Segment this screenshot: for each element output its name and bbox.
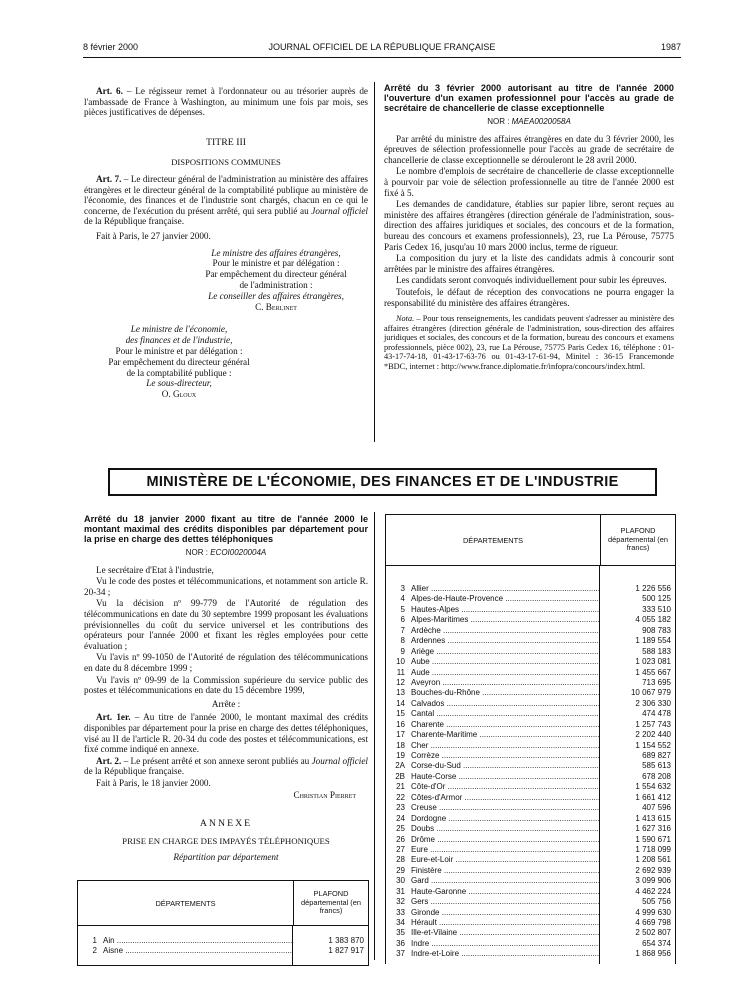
table-row [78,936,368,946]
nor-label-1: NOR : [487,117,512,126]
row-departement-name: Indre-et-Loire ..... [411,949,600,959]
row-departement-name: Côte-d'Or ..... [411,782,600,792]
table-right-body [386,566,675,964]
row-plafond-value: 2 692 939 [611,866,671,876]
fait-a-paris-1: Fait à Paris, le 27 janvier 2000. [96,230,211,241]
annexe-repartition: Répartition par département [173,852,279,863]
arrete-18-janvier-title: Arrêté du 18 janvier 2000 fixant au titre de l'année 2000 le montant maximal des crédits disponibles par département pour la prise en charge des dettes téléphoniques [84,514,368,544]
row-departement-name: Ardèche ..... [411,626,600,636]
row-number: 22 [396,792,405,802]
row-number: 17 [396,730,405,740]
table-row [386,939,675,949]
row-departement-name: Creuse ..... [411,803,600,813]
nota-text: – Pour tous renseignements, les candidats peuvent s'adresser au ministère des affaires étrangères (direction générale de l'administration, sous-direction des affaires juridiques et sociales, des concours et de la formation, bureau des concours et examens professionnels, pièce 002), 23, rue La Pérouse, 75775 Paris Cedex 16, téléphone : 01-43-17-74-18, 01-43-17-63-76 ou 01-43-17-61-94, Minitel : 36-15 Francemonde *BDC, internet : http://www.france.diplomatie.fr/infopra/concours/index.html. [384,314,674,372]
table-row [386,709,675,719]
row-plafond-value: 4 999 630 [611,908,671,918]
signature-pierret: Christian Pierret [293,790,356,801]
nor-label-2: NOR : [185,548,211,557]
row-plafond-value: 678 208 [611,772,671,782]
row-number: 28 [396,855,405,865]
article-6 [84,86,368,118]
row-number: 1 [92,936,97,945]
row-departement-name: Aveyron ..... [411,678,600,688]
row-number: 10 [396,657,405,667]
article-2-text-a: – Le présent arrêté et son annexe seront publiés au [121,755,312,766]
row-plafond-value: 1 718 099 [611,845,671,855]
row-number: 21 [396,782,405,792]
article-1-label: Art. 1er. [96,712,131,723]
paragraph-3: Les demandes de candidature, établies sur papier libre, seront reçues au ministère des affaires étrangères (direction générale de l'administration, sous-direction des affaires juridiques et sociales, des concours et de la formation, bureau des concours et examens professionnels), 23, rue La Pérouse, 75775 Paris Cedex 16, jusqu'au 10 mars 2000 inclus, terme de rigueur. [384,199,674,252]
row-plafond-value: 588 183 [611,647,671,657]
table-row [386,594,675,604]
row-number: 8 [400,636,405,646]
row-number: 9 [400,646,405,656]
table-left-header [78,881,368,926]
row-number: 36 [396,938,405,948]
nor-line-1 [384,117,674,128]
row-number: 4 [400,594,405,604]
row-departement-name: Corse-du-Sud ..... [411,761,600,771]
table-left-rows [78,936,368,957]
table-row [386,688,675,698]
left-top-column [84,86,368,400]
table-row [386,772,675,782]
row-number: 7 [400,625,405,635]
row-departement-name: Calvados ..... [411,699,600,709]
sig1-line3: Par empêchement du directeur général [205,269,347,280]
row-departement-name: Aube ..... [411,657,600,667]
table-row [386,584,675,594]
row-plafond-value: 2 306 330 [611,699,671,709]
row-departement-name: Finistère ..... [411,866,600,876]
row-plafond-value: 1 154 552 [611,741,671,751]
visa-1: Le secrétaire d'Etat à l'industrie, [96,564,214,575]
row-number: 11 [396,667,405,677]
row-departement-name: Allier ..... [411,584,600,594]
paragraph-6: Toutefois, le défaut de réception des convocations ne pourra engager la responsabilité du ministère des affaires étrangères. [384,286,674,308]
table-row [386,751,675,761]
row-plafond-value: 4 669 798 [611,918,671,928]
sig1-line5: Le conseiller des affaires étrangères, [208,290,344,301]
row-departement-name: Doubs ..... [411,824,600,834]
row-plafond-value: 1 383 870 [304,936,364,946]
article-2-label: Art. 2. [96,755,122,766]
header-journal-title: JOURNAL OFFICIEL DE LA RÉPUBLIQUE FRANÇAISE [268,42,496,52]
nor-code-2: ECOI0020004A [210,548,267,557]
row-number: 5 [400,604,405,614]
article-7-text-b: de la République française. [84,216,184,227]
table-right-col-departements: DÉPARTEMENTS [462,535,524,545]
table-row [386,949,675,959]
article-7 [84,174,368,227]
table-row [386,699,675,709]
row-plafond-value: 1 627 316 [611,824,671,834]
annexe-subheading: PRISE EN CHARGE DES IMPAYÉS TÉLÉPHONIQUES [122,835,330,846]
row-number: 13 [396,688,405,698]
row-departement-name: Gard ..... [411,876,600,886]
row-departement-name: Eure-et-Loir ..... [411,855,600,865]
row-departement-name: Corrèze ..... [411,751,600,761]
table-left-body [78,926,368,966]
table-left-col-departements: DÉPARTEMENTS [155,898,216,908]
sig2-line6: Le sous-directeur, [146,378,212,389]
sig2-line1: Le ministre de l'économie, [130,324,228,335]
row-number: 33 [396,907,405,917]
row-plafond-value: 2 202 440 [611,730,671,740]
row-departement-name: Aude ..... [411,668,600,678]
row-number: 34 [396,918,405,927]
ministry-banner: MINISTÈRE DE L'ÉCONOMIE, DES FINANCES ET DE L'INDUSTRIE [108,468,657,496]
paragraph-4: La composition du jury et la liste des candidats admis à concourir sont arrêtées par le ministre des affaires étrangères. [384,253,674,274]
sig1-line1: Le ministre des affaires étrangères, [211,247,341,258]
table-row [386,855,675,865]
column-divider-top [374,82,375,442]
column-divider-bottom [374,512,375,960]
table-row [386,897,675,907]
row-number: 18 [396,740,405,750]
row-plafond-value: 585 613 [611,761,671,771]
table-row [386,835,675,845]
article-1 [84,712,368,754]
row-plafond-value: 2 502 807 [611,928,671,938]
titre-subheading: DISPOSITIONS COMMUNES [171,157,281,168]
row-departement-name: Charente-Maritime ..... [411,730,600,740]
header-page-number: 1987 [660,42,681,52]
table-right-col-plafond: PLAFOND départemental (en francs) [600,515,675,565]
row-number: 32 [396,897,405,907]
table-row [386,657,675,667]
row-plafond-value: 1 868 956 [611,949,671,959]
table-row [386,761,675,771]
sig2-line3: Pour le ministre et par délégation : [115,345,243,356]
article-7-journal: Journal officiel [311,205,368,216]
row-departement-name: Hautes-Alpes ..... [411,605,600,615]
row-number: 24 [396,813,405,823]
sig1-line2: Pour le ministre et par délégation : [212,258,340,269]
article-2 [84,756,368,777]
table-row [386,626,675,636]
row-plafond-value: 505 756 [611,897,671,907]
row-plafond-value: 407 596 [611,803,671,813]
visa-3: Vu la décision nº 99-779 de l'Autorité de régulation des télécommunications en date du 30 septembre 1999 proposant les évaluations prévisionnelles du coût du service universel et les contributions des opérateurs pour l'année 2000 et fixant les règles employées pour cette évaluation ; [84,598,368,651]
row-departement-name: Bouches-du-Rhône ..... [411,688,600,698]
sig1-line4: de l'administration : [239,279,313,290]
sig2-line4: Par empêchement du directeur général [108,356,250,367]
row-plafond-value: 1 023 081 [611,657,671,667]
row-plafond-value: 654 374 [611,939,671,949]
row-departement-name: Alpes-de-Haute-Provence ..... [411,594,600,604]
row-plafond-value: 908 783 [611,626,671,636]
row-plafond-value: 1 257 743 [611,720,671,730]
sig1-name: C. Berlinet [255,301,297,312]
row-plafond-value: 1 827 917 [304,946,364,956]
table-row [386,845,675,855]
row-plafond-value: 1 590 671 [611,835,671,845]
paragraph-1: Par arrêté du ministre des affaires étrangères en date du 3 février 2000, les épreuves de sélection professionnelle pour l'accès au grade de secrétaire de chancellerie de classe exceptionnelle se dérouleront le 28 avril 2000. [384,133,674,165]
row-departement-name: Charente ..... [411,720,600,730]
sig2-line5: de la comptabilité publique : [126,367,232,378]
arrete-3-fevrier-title: Arrêté du 3 février 2000 autorisant au titre de l'année 2000 l'ouverture d'un examen professionnel pour l'accès au grade de secrétaire de chancellerie de classe exceptionnelle [384,83,674,113]
header-date: 8 février 2000 [83,42,139,52]
row-plafond-value: 474 478 [611,709,671,719]
row-departement-name: Indre ..... [411,939,600,949]
article-7-text-a: – Le directeur général de l'administration au ministère des affaires étrangères et le directeur général de la comptabilité publique au ministère de l'économie, des finances et de l'industrie sont chargés, chacun en ce qui le concerne, de l'exécution du présent arrêté, qui sera publié au [84,173,368,216]
table-row [386,678,675,688]
row-number: 37 [396,949,405,959]
row-plafond-value: 1 226 556 [611,584,671,594]
row-plafond-value: 689 827 [611,751,671,761]
arrete-word: Arrête : [211,698,241,709]
row-number: 25 [396,824,405,834]
table-row [78,946,368,956]
nor-code-1: MAEA0020058A [511,117,571,126]
row-number: 29 [396,865,405,875]
table-row [386,741,675,751]
row-departement-name: Drôme ..... [411,835,600,845]
row-plafond-value: 1 208 561 [611,855,671,865]
row-plafond-value: 1 413 615 [611,814,671,824]
table-row [386,647,675,657]
row-number: 3 [400,584,405,593]
nor-line-2 [84,548,368,559]
row-number: 31 [396,886,405,896]
row-number: 19 [396,751,405,760]
row-departement-name: Côtes-d'Armor ..... [411,793,600,803]
row-departement-name: Gironde ..... [411,908,600,918]
paragraph-2: Le nombre d'emplois de secrétaire de chancellerie de classe exceptionnelle à pourvoir par voie de sélection professionnelle au titre de l'année 2000 est fixé à 5. [384,166,674,198]
row-number: 26 [396,834,405,844]
row-number: 2A [395,761,405,771]
table-row [386,615,675,625]
table-right-rows [386,584,675,960]
article-7-label: Art. 7. [96,173,122,184]
table-row [386,866,675,876]
row-departement-name: Haute-Corse ..... [411,772,600,782]
titre-heading: TITRE III [206,136,246,148]
row-number: 2B [395,771,405,781]
row-departement-name: Ille-et-Vilaine ..... [411,928,600,938]
row-number: 16 [396,719,405,729]
table-left-col-plafond: PLAFOND départemental (en francs) [293,881,368,925]
row-number: 2 [92,946,97,956]
row-plafond-value: 500 125 [611,594,671,604]
table-row [386,928,675,938]
sig2-line2: des finances et de l'industrie, [125,335,233,346]
article-6-text: – Le régisseur remet à l'ordonnateur ou au trésorier auprès de l'ambassade de France à Washington, au minimum une fois par mois, ses pièces justificatives de dépenses. [84,86,368,118]
annexe-heading: ANNEXE [199,818,253,830]
sig2-name: O. Gloux [161,389,197,400]
article-2-text-b: de la République française. [84,766,184,777]
row-plafond-value: 1 455 667 [611,668,671,678]
row-plafond-value: 4 055 182 [611,615,671,625]
signature-block-1 [184,248,368,313]
article-1-text: – Au titre de l'année 2000, le montant maximal des crédits disponibles par département pour la prise en charge des dettes téléphoniques, visé au II de l'article R. 20-34 du code des postes et télécommunications, est fixé comme indiqué en annexe. [84,712,368,755]
running-header [83,42,681,56]
row-plafond-value: 10 067 979 [611,688,671,698]
row-departement-name: Ain ..... [103,936,293,946]
visa-4: Vu l'avis nº 99-1050 de l'Autorité de régulation des télécommunications en date du 8 décembre 1999 ; [84,652,368,673]
row-number: 15 [396,709,405,719]
nota-note [384,314,674,372]
fait-a-paris-2: Fait à Paris, le 18 janvier 2000. [96,777,211,788]
left-bottom-column [84,514,368,863]
article-2-journal: Journal officiel [311,755,368,766]
right-top-column [384,83,674,373]
row-plafond-value: 3 099 906 [611,876,671,886]
paragraph-5: Les candidats seront convoqués individuellement pour subir les épreuves. [396,275,667,286]
row-plafond-value: 333 510 [611,605,671,615]
table-row [386,803,675,813]
table-row [386,605,675,615]
table-row [386,782,675,792]
row-number: 27 [396,844,405,854]
row-departement-name: Eure ..... [411,845,600,855]
row-departement-name: Dordogne ..... [411,814,600,824]
table-row [386,814,675,824]
header-rule [83,57,681,58]
table-row [386,887,675,897]
row-departement-name: Ardennes ..... [411,636,600,646]
row-departement-name: Aisne ..... [103,946,293,956]
table-row [386,908,675,918]
signature-block-2 [84,324,274,400]
row-departement-name: Cantal ..... [411,709,600,719]
row-plafond-value: 4 462 224 [611,887,671,897]
row-departement-name: Alpes-Maritimes ..... [411,615,600,625]
visa-2: Vu le code des postes et télécommunications, et notamment son article R. 20-34 ; [84,576,368,597]
table-row [386,730,675,740]
row-number: 35 [396,928,405,938]
article-6-label: Art. 6. [96,86,123,96]
row-number: 23 [396,803,405,813]
row-plafond-value: 1 189 554 [611,636,671,646]
row-number: 6 [400,615,405,625]
table-right-header [386,515,675,566]
visa-5: Vu l'avis nº 09-99 de la Commission supérieure du service public des postes et télécommunications en date du 15 décembre 1999, [84,674,368,696]
row-number: 12 [396,677,405,687]
row-departement-name: Hérault ..... [411,918,600,928]
row-plafond-value: 1 554 632 [611,782,671,792]
row-number: 14 [396,698,405,708]
nota-label: Nota. [396,314,415,324]
row-departement-name: Ariège ..... [411,647,600,657]
row-departement-name: Gers ..... [411,897,600,907]
table-left [77,880,369,966]
row-departement-name: Haute-Garonne ..... [411,887,600,897]
row-departement-name: Cher ..... [411,741,600,751]
row-number: 30 [396,876,405,886]
table-row [386,636,675,646]
table-row [386,918,675,928]
table-row [386,876,675,886]
row-plafond-value: 1 661 412 [611,793,671,803]
table-row [386,720,675,730]
table-row [386,668,675,678]
table-right [385,514,676,964]
row-plafond-value: 713 695 [611,678,671,688]
table-row [386,793,675,803]
table-row [386,824,675,834]
